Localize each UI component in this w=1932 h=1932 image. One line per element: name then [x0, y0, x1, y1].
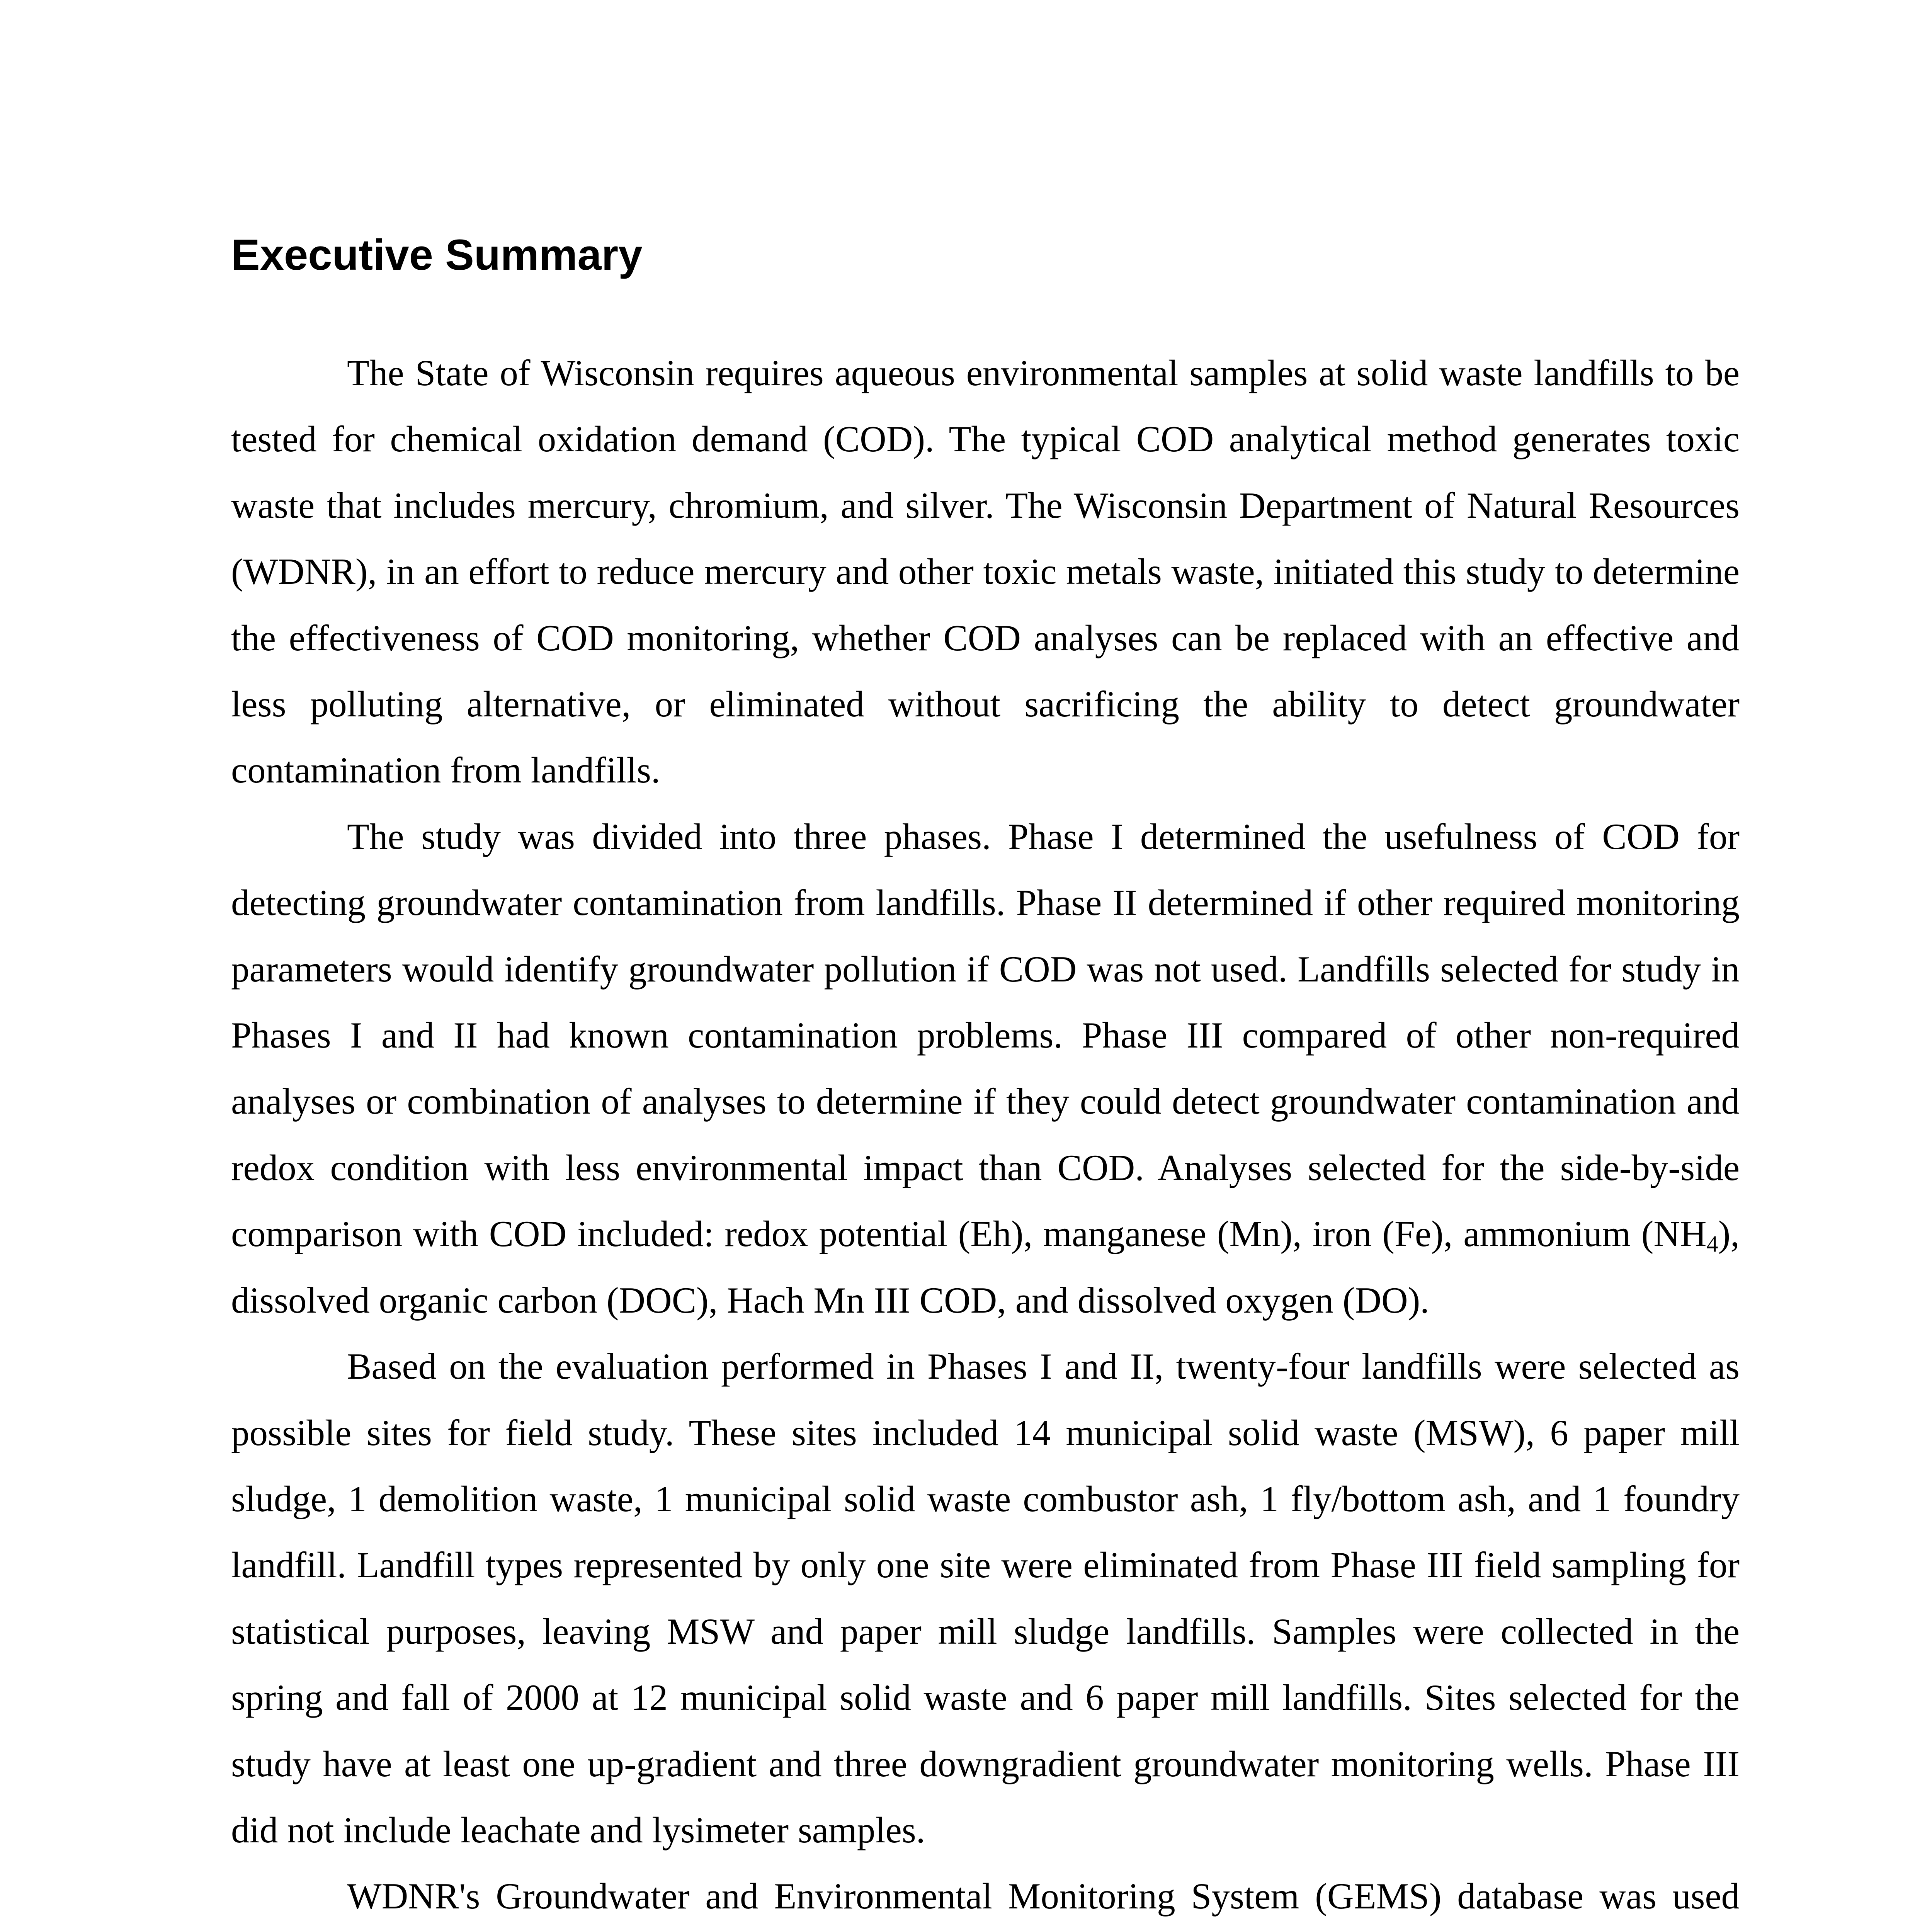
paragraph-4: WDNR's Groundwater and Environmental Monitoring System (GEMS) database was used — [347, 1876, 1740, 1917]
paragraph-3: Based on the evaluation performed in Phases I and II, twenty-four landfills were selected as possible sites for field study. These sites included 14 municipal solid waste (MSW), 6 paper mill sludge, 1 demolition waste, 1 municipal solid waste combustor ash, 1 fly/bottom ash, and 1 foundry landfill. Landfill types represented by only one site were eliminated from Phase III field sampling for statistical purposes, leaving MSW and paper mill sludge landfills. Samples were collected in the spring and fall of 2000 at 12 municipal solid waste and 6 paper mill landfills. Sites selected for the study have at least one up-gradient and three downgradient groundwater monitoring wells. Phase III did not include leachate and lysimeter samples. — [231, 1346, 1740, 1850]
body-text — [231, 340, 1740, 1932]
paragraph-2-text-start: The study was divided into three phases. Phase I determined the usefulness of COD for detecting groundwater contamination from landfills. Phase II determined if other required monitoring parameters would identify groundwater pollution if COD was not used. Landfills selected for study in Phases I and II had known contamination problems. Phase III compared of other non-required analyses or combination of analyses to determine if they could detect groundwater contamination and redox condition with less environmental impact than COD. Analyses selected for the side-by-side comparison with COD included: redox potential (Eh), manganese (Mn), iron (Fe), ammonium (NH — [231, 816, 1740, 1255]
paragraph-2-text-end: ), dissolved organic carbon (DOC), Hach Mn III COD, and dissolved oxygen (DO). — [231, 1213, 1740, 1321]
section-heading: Executive Summary — [231, 231, 643, 279]
nh4-subscript: 4 — [1706, 1231, 1718, 1257]
paragraph-1: The State of Wisconsin requires aqueous environmental samples at solid waste landfills to be tested for chemical oxidation demand (COD). The typical COD analytical method generates toxic waste that includes mercury, chromium, and silver. The Wisconsin Department of Natural Resources (WDNR), in an effort to reduce mercury and other toxic metals waste, initiated this study to determine the effectiveness of COD monitoring, whether COD analyses can be replaced with an effective and less polluting alternative, or eliminated without sacrificing the ability to detect groundwater contamination from landfills. — [231, 352, 1740, 791]
paragraph-2 — [231, 804, 1740, 1333]
